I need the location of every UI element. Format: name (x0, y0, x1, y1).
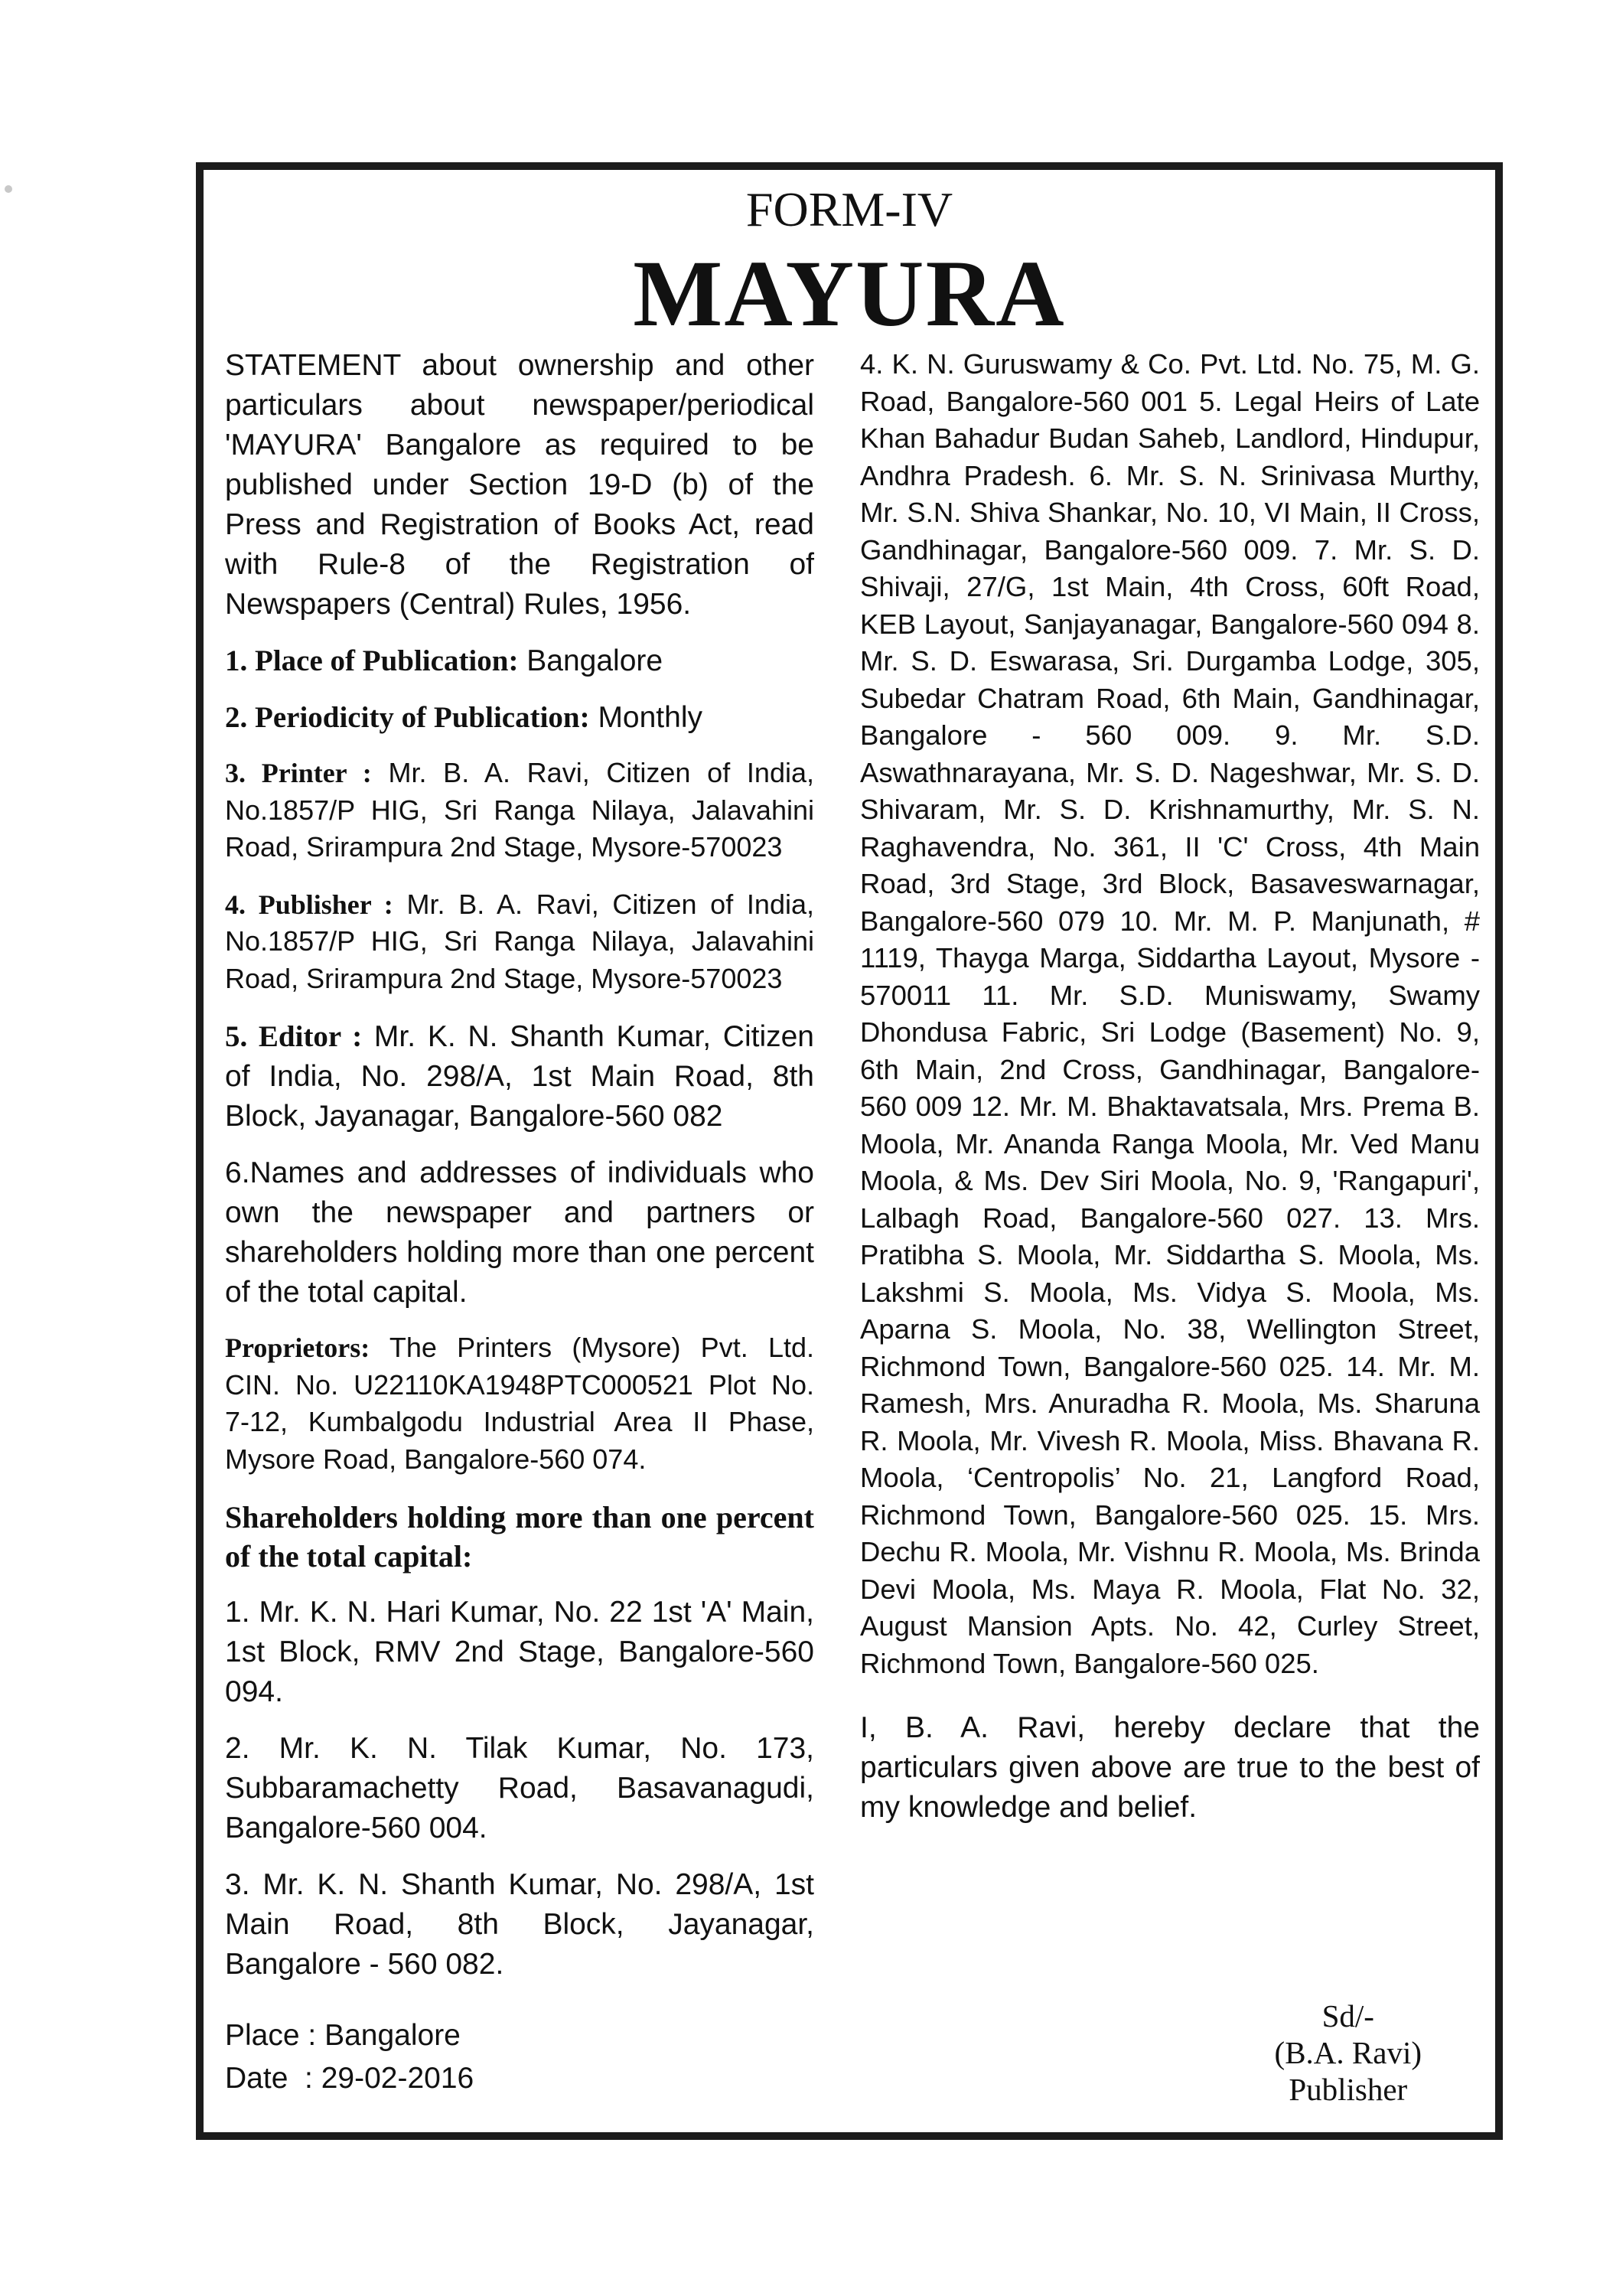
shareholders-heading: Shareholders holding more than one percent of the total capital: (225, 1500, 814, 1574)
proprietors (225, 1329, 814, 1478)
shareholder-1: 1. Mr. K. N. Hari Kumar, No. 22 1st 'A' Main, 1st Block, RMV 2nd Stage, Bangalore-560 094. (225, 1596, 814, 1708)
publisher-value: Mr. B. A. Ravi, Citizen of India, No.1857/P HIG, Sri Ranga Nilaya, Jalavahini Road, Srirampura 2nd Stage, Mysore-570023 (225, 888, 814, 994)
periodicity-label: 2. Periodicity of Publication: (225, 701, 590, 734)
left-column (225, 346, 814, 2001)
intro-statement: STATEMENT about ownership and other particulars about newspaper/periodical 'MAYURA' Bangalore as required to be published under Section 19-D (b) of the Press and Registration of Books Act, read with Rule-8 of the Registration of Newspapers (Central) Rules, 1956. (225, 349, 814, 621)
publisher (225, 886, 814, 998)
signature-block (1275, 1998, 1422, 2108)
notice-frame (196, 162, 1503, 2140)
signatory-designation: Publisher (1289, 2072, 1408, 2107)
proprietors-value: The Printers (Mysore) Pvt. Ltd. CIN. No. U22110KA1948PTC000521 Plot No. 7-12, Kumbalgodu Industrial Area II Phase, Mysore Road, Bangalore-560 074. (225, 1332, 814, 1475)
printer-value: Mr. B. A. Ravi, Citizen of India, No.1857/P HIG, Sri Ranga Nilaya, Jalavahini Road, Srirampura 2nd Stage, Mysore-570023 (225, 757, 814, 863)
right-column (860, 346, 1480, 1844)
signatory-name: (B.A. Ravi) (1274, 2035, 1422, 2070)
shareholders-continued: 4. K. N. Guruswamy & Co. Pvt. Ltd. No. 75, M. G. Road, Bangalore-560 001 5. Legal Heirs of Late Khan Bahadur Budan Saheb, Landlord, Hindupur, Andhra Pradesh. 6. Mr. S. N. Srinivasa Murthy, Mr. S.N. Shiva Shankar, No. 10, VI Main, II Cross, Gandhinagar, Bangalore-560 009. 7. Mr. S. D. Shivaji, 27/G, 1st Main, 4th Cross, 60ft Road, KEB Layout, Sanjayanagar, Bangalore-560 094 8. Mr. S. D. Eswarasa, Sri. Durgamba Lodge, 305, Subedar Chatram Road, 6th Main, Gandhinagar, Bangalore - 560 009. 9. Mr. S.D. Aswathnarayana, Mr. S. D. Nageshwar, Mr. S. D. Shivaram, Mr. S. D. Krishnamurthy, Mr. S. N. Raghavendra, No. 361, II 'C' Cross, 4th Main Road, 3rd Stage, 3rd Block, Basaveswarnagar, Bangalore-560 079 10. Mr. M. P. Manjunath, # 1119, Thayga Marga, Siddartha Layout, Mysore - 570011 11. Mr. S.D. Muniswamy, Swamy Dhondusa Fabric, Sri Lodge (Basement) No. 9, 6th Main, 2nd Cross, Gandhinagar, Bangalore-560 009 12. Mr. M. Bhaktavatsala, Mrs. Prema B. Moola, Mr. Ananda Ranga Moola, Mr. Ved Manu Moola, & Ms. Dev Siri Moola, No. 9, 'Rangapuri', Lalbagh Road, Bangalore-560 027. 13. Mrs. Pratibha S. Moola, Mr. Siddartha S. Moola, Ms. Lakshmi S. Moola, Ms. Vidya S. Moola, Ms. Aparna S. Moola, No. 38, Wellington Street, Richmond Town, Bangalore-560 025. 14. Mr. M. Ramesh, Mrs. Anuradha R. Moola, Ms. Sharuna R. Moola, Mr. Vivesh R. Moola, Miss. Bhavana R. Moola, ‘Centropolis’ No. 21, Langford Road, Richmond Town, Bangalore-560 025. 15. Mrs. Dechu R. Moola, Mr. Vishnu R. Moola, Ms. Brinda Devi Moola, Ms. Maya R. Moola, Flat No. 32, August Mansion Apts. No. 42, Curley Street, Richmond Town, Bangalore-560 025. (860, 348, 1480, 1679)
place-date-block (225, 2014, 474, 2100)
declaration: I, B. A. Ravi, hereby declare that the particulars given above are true to the best of my knowledge and belief. (860, 1711, 1480, 1824)
printer-label: 3. Printer : (225, 758, 372, 788)
scan-speck (5, 185, 12, 193)
publisher-label: 4. Publisher : (225, 889, 393, 920)
editor (225, 1017, 814, 1137)
editor-value: Mr. K. N. Shanth Kumar, Citizen of India, No. 298/A, 1st Main Road, 8th Block, Jayanagar, Bangalore-560 082 (225, 1020, 814, 1133)
shareholder-3: 3. Mr. K. N. Shanth Kumar, No. 298/A, 1st Main Road, 8th Block, Jayanagar, Bangalore - 560 082. (225, 1868, 814, 1981)
place-label: 1. Place of Publication: (225, 644, 519, 677)
place-value: Bangalore (518, 644, 663, 677)
proprietors-label: Proprietors: (225, 1332, 370, 1363)
form-number: FORM-IV (745, 182, 953, 236)
place-of-publication (225, 641, 814, 681)
editor-label: 5. Editor : (225, 1020, 363, 1053)
periodicity (225, 698, 814, 738)
place-line: Place : Bangalore (225, 2019, 461, 2052)
publication-title: MAYURA (633, 241, 1066, 346)
periodicity-value: Monthly (589, 701, 703, 734)
owners-heading: 6.Names and addresses of individuals who own the newspaper and partners or shareholders holding more than one percent of the total capital. (225, 1156, 814, 1309)
shareholder-2: 2. Mr. K. N. Tilak Kumar, No. 173, Subbaramachetty Road, Basavanagudi, Bangalore-560 004. (225, 1732, 814, 1844)
date-line: Date : 29-02-2016 (225, 2062, 474, 2095)
signed-mark: Sd/- (1321, 1998, 1374, 2033)
printer (225, 755, 814, 866)
